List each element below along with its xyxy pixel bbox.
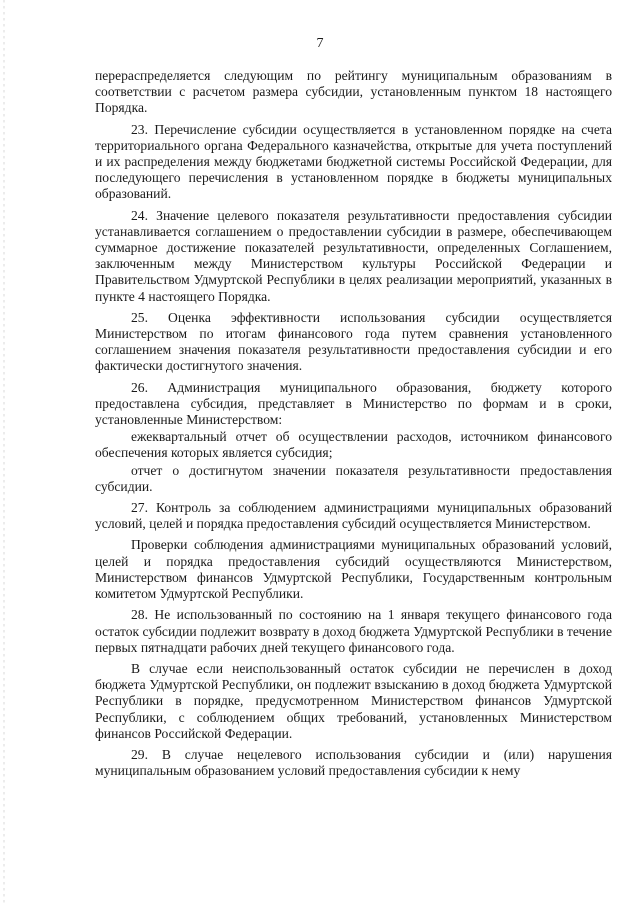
paragraph-28: 28. Не использованный по состоянию на 1 января текущего финансового года остаток субсидии подлежит возврату в доход бюджета Удмуртской Республики в течение первых пятнадцати рабочих дней текущего финансового года. [95,607,612,655]
scan-edge-marks [3,0,5,905]
paragraph-28-recovery: В случае если неиспользованный остаток субсидии не перечислен в доход бюджета Удмуртской Республики, он подлежит взысканию в доход бюджета Удмуртской Республики в порядке, предусмотренном Министерством финансов Удмуртской Республики, с соблюдением общих требований, установленных Министерством финансов Российской Федерации. [95,660,612,741]
paragraph-27-inspections: Проверки соблюдения администрациями муниципальных образований условий, целей и порядка предоставления субсидий осуществляются Министерством, Министерством финансов Удмуртской Республики, Государственным контрольным комитетом Удмуртской Республики. [95,537,612,602]
paragraph-27: 27. Контроль за соблюдением администрациями муниципальных образований условий, целей и порядка предоставления субсидий осуществляется Министерством. [95,500,612,532]
paragraph-26-item-result-report: отчет о достигнутом значении показателя результативности предоставления субсидии. [95,462,612,494]
document-body [95,68,612,784]
paragraph-continuation: перераспределяется следующим по рейтингу муниципальным образованиям в соответствии с расчетом размера субсидии, установленным пунктом 18 настоящего Порядка. [95,68,612,116]
paragraph-24: 24. Значение целевого показателя результативности предоставления субсидии устанавливается соглашением о предоставлении субсидии в размере, обеспечивающем суммарное достижение показателей результативности, определенных Соглашением, заключенным между Министерством культуры Российской Федерации и Правительством Удмуртской Республики в целях реализации мероприятий, указанных в пункте 4 настоящего Порядка. [95,207,612,304]
paragraph-29: 29. В случае нецелевого использования субсидии и (или) нарушения муниципальным образованием условий предоставления субсидии к нему [95,746,612,779]
paragraph-25: 25. Оценка эффективности использования субсидии осуществляется Министерством по итогам финансового года путем сравнения установленного соглашением значения показателя результативности предоставления субсидии и его фактически достигнутого значения. [95,309,612,374]
page-number: 7 [316,36,324,51]
paragraph-23: 23. Перечисление субсидии осуществляется в установленном порядке на счета территориального органа Федерального казначейства, открытые для учета поступлений и их распределения между бюджетами бюджетной системы Российской Федерации, для последующего перечисления в установленном порядке в бюджеты муниципальных образований. [95,121,612,202]
paragraph-26: 26. Администрация муниципального образования, бюджету которого предоставлена субсидия, представляет в Министерство по формам и в сроки, установленные Министерством: [95,379,612,428]
paragraph-26-item-quarterly-report: ежеквартальный отчет об осуществлении расходов, источником финансового обеспечения которых является субсидия; [95,429,612,461]
